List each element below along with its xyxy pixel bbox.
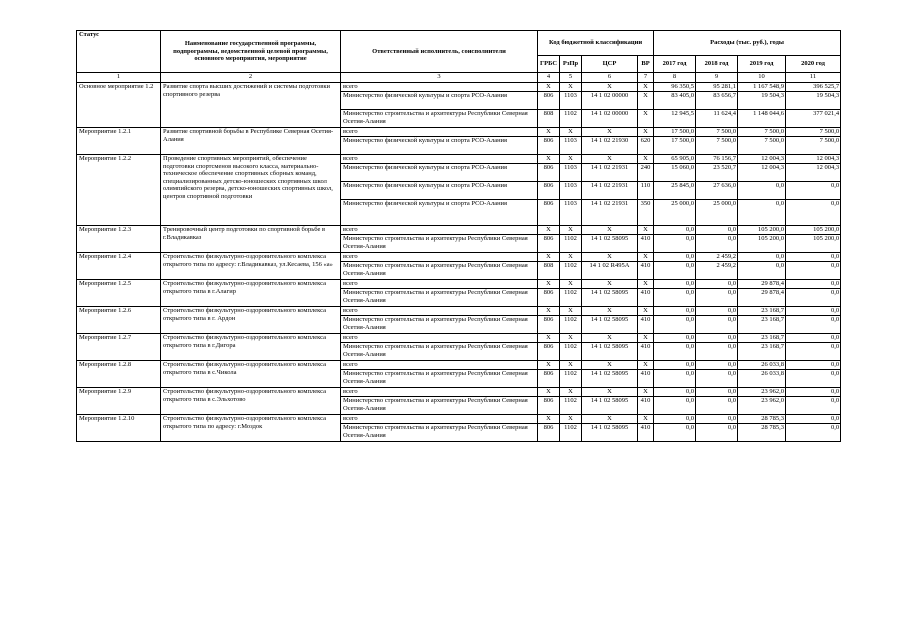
header-expenses: Расходы (тыс. руб.), годы [654, 31, 841, 56]
grbs-cell: Х [538, 253, 560, 262]
vr-cell: 410 [638, 424, 654, 442]
amount-2020: 105 200,0 [786, 235, 841, 253]
amount-2018: 0,0 [696, 397, 738, 415]
table-body [77, 83, 841, 442]
amount-2017: 12 945,5 [654, 110, 696, 128]
csr-cell: Х [582, 334, 638, 343]
grbs-cell: Х [538, 128, 560, 137]
amount-2019: 29 878,4 [738, 289, 786, 307]
csr-cell: Х [582, 388, 638, 397]
amount-2020: 0,0 [786, 316, 841, 334]
grbs-cell: Х [538, 226, 560, 235]
rzpr-cell: 1102 [560, 289, 582, 307]
rzpr-cell: 1102 [560, 397, 582, 415]
amount-2019: 29 878,4 [738, 280, 786, 289]
column-number-row [77, 73, 841, 83]
amount-2019: 0,0 [738, 262, 786, 280]
amount-2019: 26 033,8 [738, 370, 786, 388]
grbs-cell: 806 [538, 92, 560, 110]
column-number: 6 [582, 73, 638, 83]
amount-2018: 0,0 [696, 388, 738, 397]
header-status: Статус [77, 31, 161, 73]
grbs-cell: Х [538, 280, 560, 289]
table-row [77, 388, 841, 397]
header-2019: 2019 год [738, 56, 786, 73]
amount-2018: 95 281,1 [696, 83, 738, 92]
csr-cell: 14 1 02 58095 [582, 424, 638, 442]
rzpr-cell: 1103 [560, 200, 582, 226]
amount-2020: 0,0 [786, 253, 841, 262]
grbs-cell: Х [538, 415, 560, 424]
amount-2019: 105 200,0 [738, 235, 786, 253]
amount-2018: 0,0 [696, 280, 738, 289]
status-cell: Мероприятие 1.2.7 [77, 334, 161, 361]
table-row [77, 155, 841, 164]
grbs-cell: 808 [538, 110, 560, 128]
program-name-cell: Строительство физкультурно-оздоровительного комплекса открытого типа в г.Дигора [161, 334, 341, 361]
header-vr: ВР [638, 56, 654, 73]
amount-2018: 0,0 [696, 361, 738, 370]
csr-cell: 14 1 02 58095 [582, 343, 638, 361]
grbs-cell: 806 [538, 343, 560, 361]
executor-cell: Министерство строительства и архитектуры Республики Северная Осетия-Алания [341, 370, 538, 388]
amount-2020: 0,0 [786, 280, 841, 289]
vr-cell: 410 [638, 343, 654, 361]
amount-2017: 0,0 [654, 361, 696, 370]
amount-2017: 0,0 [654, 415, 696, 424]
table-row [77, 415, 841, 424]
amount-2018: 76 156,7 [696, 155, 738, 164]
amount-2019: 23 168,7 [738, 316, 786, 334]
csr-cell: Х [582, 155, 638, 164]
executor-cell: Министерство строительства и архитектуры Республики Северная Осетия-Алания [341, 343, 538, 361]
amount-2019: 0,0 [738, 182, 786, 200]
executor-cell: Министерство строительства и архитектуры Республики Северная Осетия-Алания [341, 262, 538, 280]
grbs-cell: 806 [538, 182, 560, 200]
header-grbs: ГРБС [538, 56, 560, 73]
executor-cell: Министерство физической культуры и спорта РСО-Алания [341, 92, 538, 110]
csr-cell: 14 1 02 58095 [582, 370, 638, 388]
grbs-cell: 806 [538, 200, 560, 226]
grbs-cell: Х [538, 361, 560, 370]
rzpr-cell: Х [560, 361, 582, 370]
amount-2018: 0,0 [696, 424, 738, 442]
amount-2020: 12 004,3 [786, 155, 841, 164]
executor-cell: Министерство строительства и архитектуры Республики Северная Осетия-Алания [341, 397, 538, 415]
csr-cell: 14 1 02 58095 [582, 289, 638, 307]
rzpr-cell: Х [560, 253, 582, 262]
program-name-cell: Развитие спорта высших достижений и системы подготовки спортивного резерва [161, 83, 341, 128]
rzpr-cell: Х [560, 334, 582, 343]
rzpr-cell: Х [560, 388, 582, 397]
amount-2019: 0,0 [738, 200, 786, 226]
executor-cell: всего [341, 388, 538, 397]
amount-2018: 0,0 [696, 235, 738, 253]
amount-2019: 26 033,8 [738, 361, 786, 370]
vr-cell: Х [638, 280, 654, 289]
executor-cell: всего [341, 361, 538, 370]
amount-2019: 7 500,0 [738, 128, 786, 137]
header-2020: 2020 год [786, 56, 841, 73]
amount-2018: 25 000,0 [696, 200, 738, 226]
budget-table [76, 30, 841, 442]
amount-2017: 0,0 [654, 370, 696, 388]
amount-2018: 2 459,2 [696, 253, 738, 262]
vr-cell: Х [638, 128, 654, 137]
table-row [77, 83, 841, 92]
rzpr-cell: 1102 [560, 424, 582, 442]
amount-2019: 23 168,7 [738, 307, 786, 316]
rzpr-cell: 1102 [560, 343, 582, 361]
grbs-cell: 806 [538, 316, 560, 334]
amount-2020: 0,0 [786, 182, 841, 200]
vr-cell: Х [638, 307, 654, 316]
header-2017: 2017 год [654, 56, 696, 73]
amount-2017: 0,0 [654, 397, 696, 415]
executor-cell: всего [341, 307, 538, 316]
executor-cell: Министерство строительства и архитектуры Республики Северная Осетия-Алания [341, 110, 538, 128]
amount-2019: 23 962,0 [738, 388, 786, 397]
table-row [77, 307, 841, 316]
amount-2020: 19 504,3 [786, 92, 841, 110]
csr-cell: 14 1 02 21931 [582, 164, 638, 182]
csr-cell: Х [582, 128, 638, 137]
amount-2019: 19 504,3 [738, 92, 786, 110]
rzpr-cell: 1103 [560, 182, 582, 200]
csr-cell: 14 1 02 R495А [582, 262, 638, 280]
table-row [77, 361, 841, 370]
header-budget-code: Код бюджетной классификации [538, 31, 654, 56]
vr-cell: Х [638, 361, 654, 370]
vr-cell: 410 [638, 397, 654, 415]
column-number: 2 [161, 73, 341, 83]
amount-2017: 65 905,0 [654, 155, 696, 164]
table-row [77, 280, 841, 289]
amount-2019: 23 168,7 [738, 334, 786, 343]
amount-2017: 0,0 [654, 280, 696, 289]
csr-cell: 14 1 02 58095 [582, 397, 638, 415]
csr-cell: Х [582, 226, 638, 235]
amount-2018: 0,0 [696, 307, 738, 316]
amount-2018: 83 656,7 [696, 92, 738, 110]
amount-2017: 0,0 [654, 307, 696, 316]
grbs-cell: 806 [538, 397, 560, 415]
grbs-cell: 806 [538, 164, 560, 182]
vr-cell: 410 [638, 262, 654, 280]
amount-2019: 1 167 548,9 [738, 83, 786, 92]
grbs-cell: Х [538, 388, 560, 397]
program-name-cell: Строительство физкультурно-оздоровительного комплекса открытого типа по адресу: г.Моздок [161, 415, 341, 442]
vr-cell: Х [638, 110, 654, 128]
csr-cell: Х [582, 83, 638, 92]
amount-2020: 0,0 [786, 200, 841, 226]
rzpr-cell: Х [560, 307, 582, 316]
executor-cell: Министерство физической культуры и спорта РСО-Алания [341, 164, 538, 182]
amount-2017: 15 060,0 [654, 164, 696, 182]
vr-cell: Х [638, 388, 654, 397]
rzpr-cell: 1103 [560, 92, 582, 110]
status-cell: Мероприятие 1.2.5 [77, 280, 161, 307]
amount-2019: 0,0 [738, 253, 786, 262]
status-cell: Мероприятие 1.2.10 [77, 415, 161, 442]
amount-2017: 0,0 [654, 424, 696, 442]
column-number: 9 [696, 73, 738, 83]
amount-2017: 96 350,5 [654, 83, 696, 92]
grbs-cell: 806 [538, 235, 560, 253]
executor-cell: всего [341, 128, 538, 137]
header-rzpr: РзПр [560, 56, 582, 73]
status-cell: Мероприятие 1.2.9 [77, 388, 161, 415]
amount-2019: 28 785,3 [738, 415, 786, 424]
amount-2017: 0,0 [654, 343, 696, 361]
amount-2017: 25 000,0 [654, 200, 696, 226]
executor-cell: Министерство физической культуры и спорта РСО-Алания [341, 137, 538, 155]
rzpr-cell: Х [560, 128, 582, 137]
grbs-cell: Х [538, 334, 560, 343]
amount-2020: 7 500,0 [786, 128, 841, 137]
table-row [77, 226, 841, 235]
amount-2018: 0,0 [696, 316, 738, 334]
vr-cell: 240 [638, 164, 654, 182]
amount-2018: 0,0 [696, 334, 738, 343]
executor-cell: всего [341, 415, 538, 424]
amount-2019: 23 168,7 [738, 343, 786, 361]
amount-2020: 0,0 [786, 424, 841, 442]
amount-2017: 0,0 [654, 235, 696, 253]
vr-cell: Х [638, 415, 654, 424]
program-name-cell: Развитие спортивной борьбы в Республике Северная Осетия-Алания [161, 128, 341, 155]
csr-cell: Х [582, 415, 638, 424]
amount-2020: 0,0 [786, 307, 841, 316]
amount-2019: 1 148 044,6 [738, 110, 786, 128]
column-number: 10 [738, 73, 786, 83]
rzpr-cell: Х [560, 415, 582, 424]
program-name-cell: Строительство физкультурно-оздоровительного комплекса открытого типа по адресу: г.Владикавказ, ул.Кесаева, 156 «а» [161, 253, 341, 280]
amount-2018: 0,0 [696, 370, 738, 388]
vr-cell: Х [638, 334, 654, 343]
csr-cell: Х [582, 361, 638, 370]
program-name-cell: Тренировочный центр подготовки по спортивной борьбе в г.Владикавказ [161, 226, 341, 253]
column-number: 5 [560, 73, 582, 83]
amount-2020: 0,0 [786, 334, 841, 343]
amount-2020: 0,0 [786, 415, 841, 424]
rzpr-cell: Х [560, 226, 582, 235]
grbs-cell: 806 [538, 370, 560, 388]
amount-2019: 12 004,3 [738, 155, 786, 164]
header-csr: ЦСР [582, 56, 638, 73]
amount-2019: 105 200,0 [738, 226, 786, 235]
vr-cell: Х [638, 155, 654, 164]
column-number: 1 [77, 73, 161, 83]
amount-2019: 12 004,3 [738, 164, 786, 182]
amount-2018: 23 520,7 [696, 164, 738, 182]
column-number: 3 [341, 73, 538, 83]
vr-cell: 410 [638, 370, 654, 388]
amount-2020: 0,0 [786, 388, 841, 397]
program-name-cell: Строительство физкультурно-оздоровительного комплекса открытого типа в с.Чикола [161, 361, 341, 388]
amount-2020: 12 004,3 [786, 164, 841, 182]
column-number: 8 [654, 73, 696, 83]
amount-2020: 396 525,7 [786, 83, 841, 92]
amount-2017: 0,0 [654, 253, 696, 262]
amount-2018: 7 500,0 [696, 137, 738, 155]
executor-cell: Министерство строительства и архитектуры Республики Северная Осетия-Алания [341, 289, 538, 307]
vr-cell: Х [638, 83, 654, 92]
program-name-cell: Строительство физкультурно-оздоровительного комплекса открытого типа в с.Эльхотово [161, 388, 341, 415]
executor-cell: Министерство физической культуры и спорта РСО-Алания [341, 200, 538, 226]
status-cell: Мероприятие 1.2.8 [77, 361, 161, 388]
rzpr-cell: Х [560, 280, 582, 289]
executor-cell: Министерство строительства и архитектуры Республики Северная Осетия-Алания [341, 424, 538, 442]
column-number: 11 [786, 73, 841, 83]
column-number: 7 [638, 73, 654, 83]
grbs-cell: 808 [538, 262, 560, 280]
header-executor: Ответственный исполнитель, соисполнители [341, 31, 538, 73]
executor-cell: всего [341, 155, 538, 164]
csr-cell: Х [582, 253, 638, 262]
vr-cell: 350 [638, 200, 654, 226]
program-name-cell: Строительство физкультурно-оздоровительного комплекса открытого типа в г.Алагир [161, 280, 341, 307]
amount-2017: 0,0 [654, 334, 696, 343]
vr-cell: Х [638, 226, 654, 235]
csr-cell: 14 1 02 00000 [582, 92, 638, 110]
program-name-cell: Строительство физкультурно-оздоровительного комплекса открытого типа в г. Ардон [161, 307, 341, 334]
status-cell: Мероприятие 1.2.1 [77, 128, 161, 155]
amount-2018: 0,0 [696, 415, 738, 424]
executor-cell: Министерство строительства и архитектуры Республики Северная Осетия-Алания [341, 316, 538, 334]
amount-2018: 11 624,4 [696, 110, 738, 128]
table-row [77, 253, 841, 262]
amount-2018: 0,0 [696, 343, 738, 361]
table-row [77, 334, 841, 343]
program-name-cell: Проведение спортивных мероприятий, обеспечение подготовки спортсменов высокого класса, материально-техническое обеспечение спортивных сборных команд, специализированных детско-юношеских спортивных школ олимпийского резерва, детско-юношеских спортивных школ, центров спортивной подготовки [161, 155, 341, 226]
amount-2017: 0,0 [654, 289, 696, 307]
csr-cell: 14 1 02 21931 [582, 200, 638, 226]
amount-2017: 83 405,0 [654, 92, 696, 110]
csr-cell: Х [582, 280, 638, 289]
executor-cell: всего [341, 280, 538, 289]
csr-cell: 14 1 02 21930 [582, 137, 638, 155]
amount-2017: 0,0 [654, 316, 696, 334]
vr-cell: 410 [638, 235, 654, 253]
status-cell: Мероприятие 1.2.2 [77, 155, 161, 226]
vr-cell: 620 [638, 137, 654, 155]
csr-cell: 14 1 02 58095 [582, 316, 638, 334]
executor-cell: всего [341, 253, 538, 262]
executor-cell: всего [341, 226, 538, 235]
executor-cell: Министерство строительства и архитектуры Республики Северная Осетия-Алания [341, 235, 538, 253]
vr-cell: Х [638, 92, 654, 110]
amount-2017: 0,0 [654, 388, 696, 397]
amount-2017: 17 500,0 [654, 128, 696, 137]
vr-cell: 410 [638, 289, 654, 307]
rzpr-cell: 1102 [560, 370, 582, 388]
amount-2020: 377 021,4 [786, 110, 841, 128]
amount-2017: 0,0 [654, 262, 696, 280]
budget-table-sheet [76, 30, 840, 442]
rzpr-cell: Х [560, 155, 582, 164]
amount-2020: 0,0 [786, 361, 841, 370]
table-row [77, 128, 841, 137]
status-cell: Основное мероприятие 1.2 [77, 83, 161, 128]
grbs-cell: 806 [538, 424, 560, 442]
vr-cell: 110 [638, 182, 654, 200]
grbs-cell: 806 [538, 289, 560, 307]
grbs-cell: Х [538, 155, 560, 164]
rzpr-cell: 1102 [560, 235, 582, 253]
column-number: 4 [538, 73, 560, 83]
vr-cell: 410 [638, 316, 654, 334]
amount-2020: 0,0 [786, 343, 841, 361]
amount-2019: 28 785,3 [738, 424, 786, 442]
rzpr-cell: 1102 [560, 110, 582, 128]
csr-cell: 14 1 02 58095 [582, 235, 638, 253]
amount-2018: 0,0 [696, 226, 738, 235]
amount-2020: 0,0 [786, 370, 841, 388]
header-name: Наименование государственной программы, подпрограммы, ведомственной целевой программы, основного мероприятия, мероприятие [161, 31, 341, 73]
amount-2018: 0,0 [696, 289, 738, 307]
grbs-cell: 806 [538, 137, 560, 155]
rzpr-cell: Х [560, 83, 582, 92]
csr-cell: 14 1 02 00000 [582, 110, 638, 128]
header-2018: 2018 год [696, 56, 738, 73]
amount-2018: 2 459,2 [696, 262, 738, 280]
amount-2017: 17 500,0 [654, 137, 696, 155]
amount-2019: 23 962,0 [738, 397, 786, 415]
rzpr-cell: 1102 [560, 316, 582, 334]
executor-cell: Министерство физической культуры и спорта РСО-Алания [341, 182, 538, 200]
vr-cell: Х [638, 253, 654, 262]
amount-2020: 105 200,0 [786, 226, 841, 235]
grbs-cell: Х [538, 307, 560, 316]
amount-2020: 0,0 [786, 289, 841, 307]
amount-2017: 25 845,0 [654, 182, 696, 200]
status-cell: Мероприятие 1.2.6 [77, 307, 161, 334]
amount-2018: 7 500,0 [696, 128, 738, 137]
executor-cell: всего [341, 83, 538, 92]
amount-2018: 27 636,0 [696, 182, 738, 200]
grbs-cell: Х [538, 83, 560, 92]
amount-2020: 0,0 [786, 262, 841, 280]
status-cell: Мероприятие 1.2.4 [77, 253, 161, 280]
rzpr-cell: 1103 [560, 137, 582, 155]
executor-cell: всего [341, 334, 538, 343]
amount-2017: 0,0 [654, 226, 696, 235]
rzpr-cell: 1103 [560, 164, 582, 182]
amount-2019: 7 500,0 [738, 137, 786, 155]
rzpr-cell: 1102 [560, 262, 582, 280]
csr-cell: Х [582, 307, 638, 316]
amount-2020: 7 500,0 [786, 137, 841, 155]
status-cell: Мероприятие 1.2.3 [77, 226, 161, 253]
csr-cell: 14 1 02 21931 [582, 182, 638, 200]
amount-2020: 0,0 [786, 397, 841, 415]
